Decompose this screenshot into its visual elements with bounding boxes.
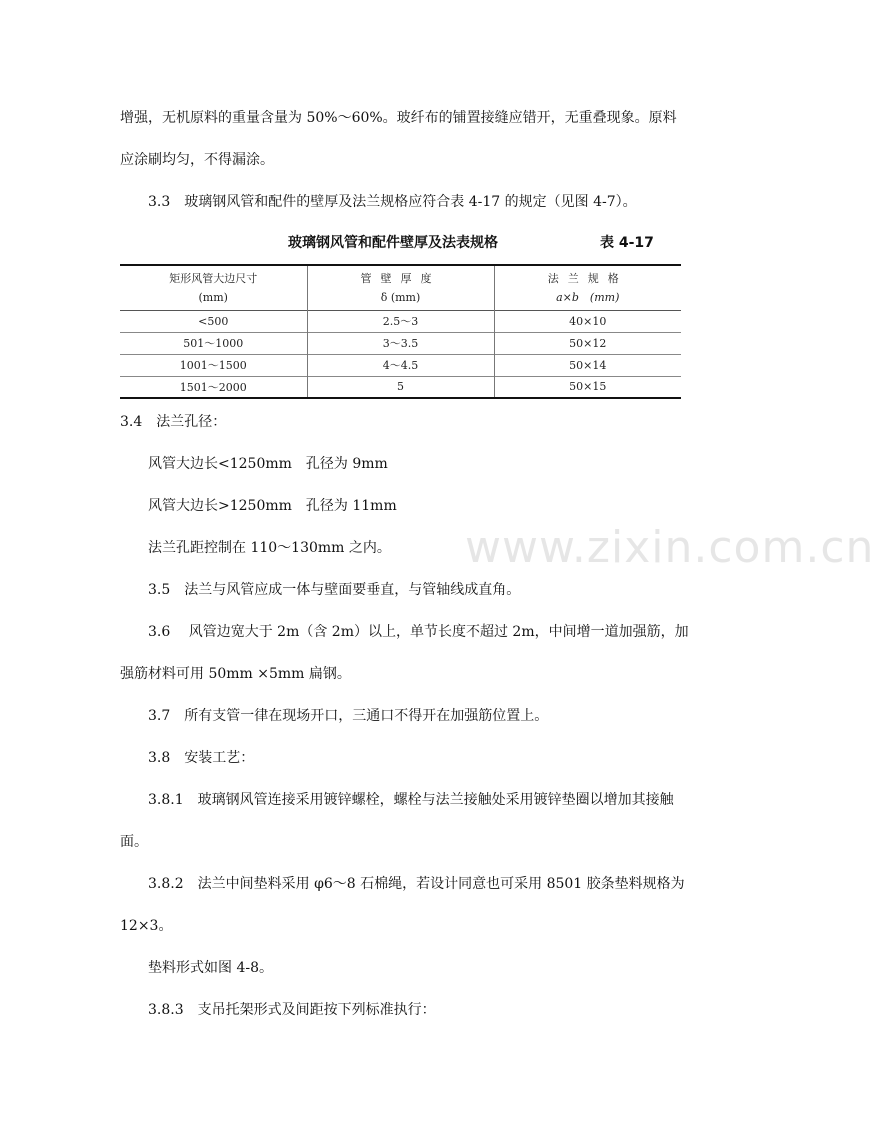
section-3-8-2: 3.8.2 法兰中间垫料采用 φ6～8 石棉绳，若设计同意也可采用 8501 胶条垫料规格为	[148, 876, 685, 892]
table-row	[120, 354, 681, 376]
table-cell: 4～4.5	[307, 354, 494, 376]
table-cell: 50×15	[494, 376, 681, 398]
table-cell: 1001～1500	[120, 354, 307, 376]
section-3-8-1: 3.8.1 玻璃钢风管连接采用镀锌螺栓，螺栓与法兰接触处采用镀锌垫圈以增加其接触	[148, 792, 674, 808]
watermark: www.zixin.com.cn	[465, 522, 874, 573]
paragraph-line: 强筋材料可用 50mm ×5mm 扁钢。	[120, 666, 351, 682]
paragraph-line: 应涂刷均匀，不得漏涂。	[120, 152, 274, 168]
table-cell: 50×12	[494, 332, 681, 354]
table-row	[120, 310, 681, 332]
paragraph-line: 12×3。	[120, 918, 173, 934]
paragraph-line: 法兰孔距控制在 110～130mm 之内。	[148, 540, 391, 556]
table-cell: 501～1000	[120, 332, 307, 354]
table-cell: 50×14	[494, 354, 681, 376]
paragraph-line: 面。	[120, 834, 148, 850]
table-caption: 玻璃钢风管和配件壁厚及法表规格	[288, 235, 498, 251]
header-edge-size: 矩形风管大边尺寸 (mm)	[120, 265, 307, 310]
table-cell: 5	[307, 376, 494, 398]
section-3-3: 3.3 玻璃钢风管和配件的壁厚及法兰规格应符合表 4-17 的规定（见图 4-7）。	[148, 194, 637, 210]
table-cell: 1501～2000	[120, 376, 307, 398]
spec-table	[120, 264, 681, 399]
section-3-8: 3.8 安装工艺：	[148, 750, 255, 766]
section-3-8-3: 3.8.3 支吊托架形式及间距按下列标准执行：	[148, 1002, 436, 1018]
table-cell: 40×10	[494, 310, 681, 332]
section-3-5: 3.5 法兰与风管应成一体与壁面要垂直，与管轴线成直角。	[148, 582, 521, 598]
paragraph-line: 风管大边长<1250mm 孔径为 9mm	[148, 456, 388, 472]
table-number: 表 4-17	[600, 235, 654, 251]
header-flange-spec: 法兰规格 a×b (mm)	[494, 265, 681, 310]
table-cell: 2.5～3	[307, 310, 494, 332]
table-row	[120, 332, 681, 354]
header-wall-thickness: 管壁厚度 δ (mm)	[307, 265, 494, 310]
paragraph-line: 增强，无机原料的重量含量为 50%～60%。玻纤布的铺置接缝应错开，无重叠现象。原料	[120, 110, 677, 126]
section-3-4: 3.4 法兰孔径：	[120, 414, 227, 430]
table-cell: <500	[120, 310, 307, 332]
table-row	[120, 376, 681, 398]
section-3-7: 3.7 所有支管一律在现场开口，三通口不得开在加强筋位置上。	[148, 708, 549, 724]
paragraph-line: 风管大边长>1250mm 孔径为 11mm	[148, 498, 397, 514]
paragraph-line: 垫料形式如图 4-8。	[148, 960, 273, 976]
table-header-row	[120, 265, 681, 310]
section-3-6: 3.6 风管边宽大于 2m（含 2m）以上，单节长度不超过 2m，中间增一道加强筋，加	[148, 624, 689, 640]
table-cell: 3～3.5	[307, 332, 494, 354]
